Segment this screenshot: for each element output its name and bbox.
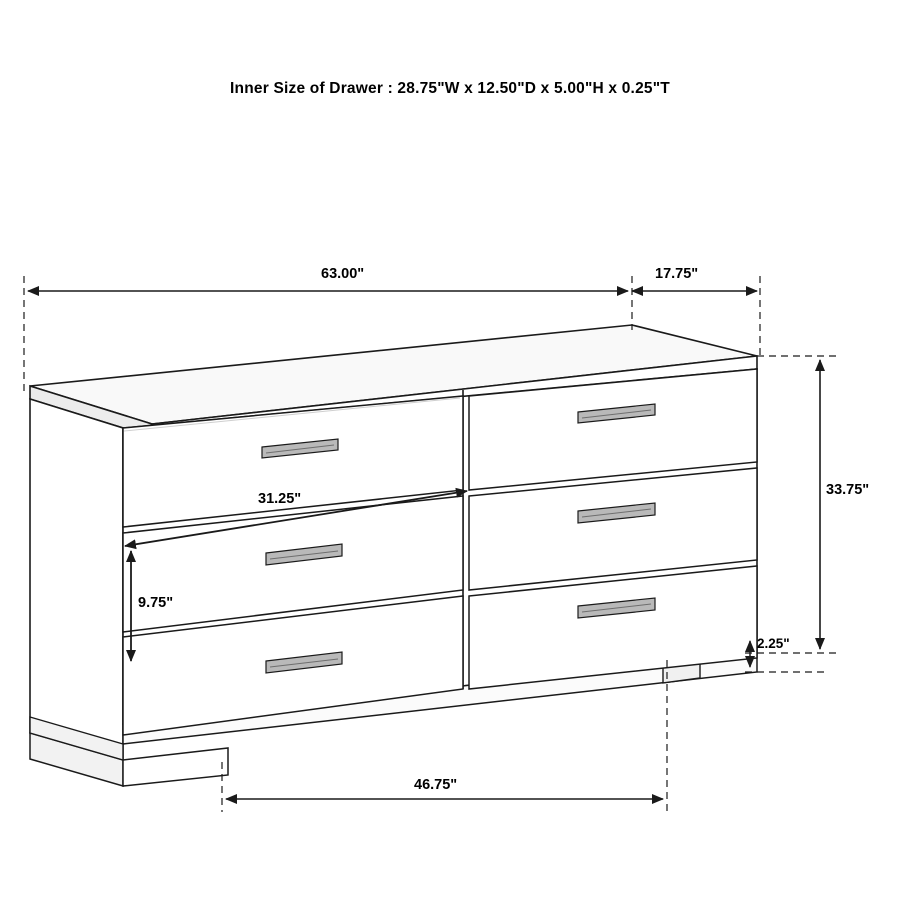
- dimension-label-drawer-width-31-25: 31.25": [258, 491, 302, 507]
- dresser-base-front: [123, 748, 228, 786]
- dimension-label-drawer-height-9-75: 9.75": [138, 595, 174, 611]
- dresser-illustration: [30, 325, 757, 786]
- dimension-label-height-33-75: 33.75": [826, 482, 870, 498]
- dimension-label-width-63: 63.00": [321, 266, 365, 282]
- dimension-label-base-height-2-25: 2.25": [757, 636, 790, 651]
- dimension-label-base-width-46-75: 46.75": [414, 777, 458, 793]
- page-title: Inner Size of Drawer : 28.75"W x 12.50"D x 5.00"H x 0.25"T: [230, 80, 670, 97]
- dresser-left-side-panel: [30, 399, 123, 760]
- dimension-label-depth-17-75: 17.75": [655, 266, 699, 282]
